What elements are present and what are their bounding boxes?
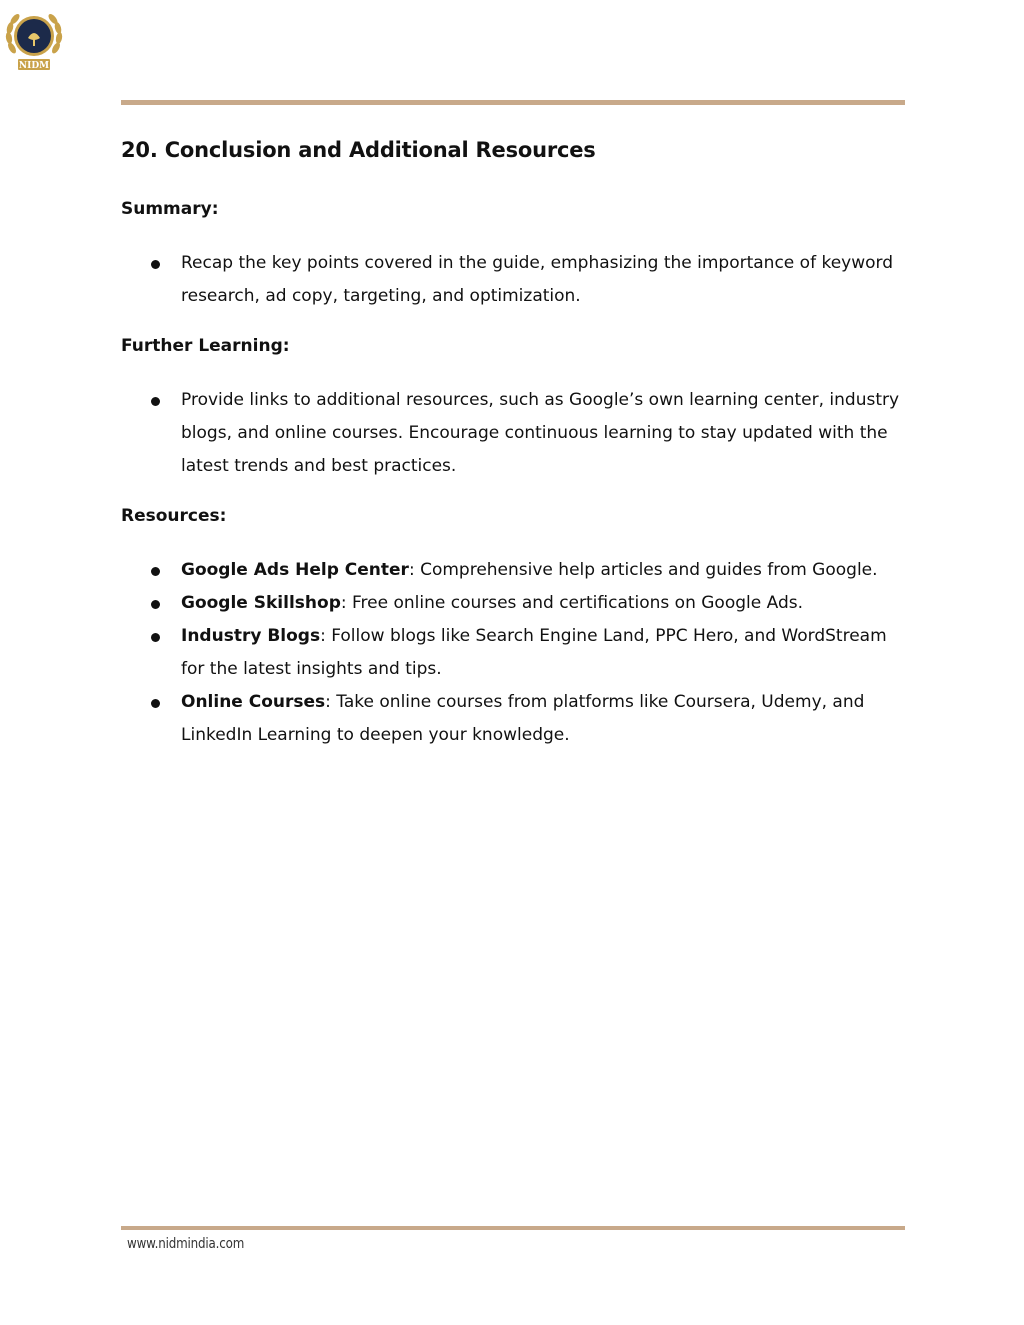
resource-description: : Free online courses and certifications on Google Ads. bbox=[340, 593, 803, 613]
list-item bbox=[121, 620, 905, 686]
bullet-icon bbox=[151, 260, 160, 269]
section-heading: 20. Conclusion and Additional Resources bbox=[121, 138, 596, 162]
resource-name: Google Skillshop bbox=[181, 593, 341, 613]
page-content bbox=[121, 133, 905, 752]
list-item-text: Recap the key points covered in the guide, emphasizing the importance of keyword research, ad copy, targeting, and optimization. bbox=[181, 253, 893, 306]
bullet-icon bbox=[151, 567, 160, 576]
resource-description: : Follow blogs like Search Engine Land, PPC Hero, and WordStream for the latest insights and tips. bbox=[181, 626, 887, 679]
bullet-icon bbox=[151, 397, 160, 406]
resources-list bbox=[121, 554, 905, 752]
logo-text: NIDM bbox=[18, 61, 50, 71]
list-item bbox=[121, 247, 905, 313]
resources-title: Resources: bbox=[121, 506, 227, 526]
further-learning-title: Further Learning: bbox=[121, 336, 290, 356]
summary-title: Summary: bbox=[121, 199, 219, 219]
header-rule bbox=[121, 100, 905, 105]
nidm-logo bbox=[4, 8, 64, 72]
list-item-text: Provide links to additional resources, such as Google’s own learning center, industry blogs, and online courses. Encourage continuous learning to stay updated with the latest trends and best practices. bbox=[181, 390, 900, 476]
summary-list bbox=[121, 247, 905, 313]
resource-description: : Comprehensive help articles and guides from Google. bbox=[408, 560, 878, 580]
bullet-icon bbox=[151, 699, 160, 708]
list-item bbox=[121, 384, 905, 483]
list-item bbox=[121, 554, 905, 587]
further-learning-list bbox=[121, 384, 905, 483]
footer-website: www.nidmindia.com bbox=[127, 1236, 245, 1252]
resource-name: Google Ads Help Center bbox=[181, 560, 409, 580]
list-item bbox=[121, 686, 905, 752]
bullet-icon bbox=[151, 633, 160, 642]
resource-description: : Take online courses from platforms like Coursera, Udemy, and LinkedIn Learning to deepen your knowledge. bbox=[181, 692, 865, 745]
footer-rule bbox=[121, 1226, 905, 1230]
bullet-icon bbox=[151, 600, 160, 609]
resource-name: Online Courses bbox=[181, 692, 326, 712]
list-item bbox=[121, 587, 905, 620]
resource-name: Industry Blogs bbox=[181, 626, 321, 646]
